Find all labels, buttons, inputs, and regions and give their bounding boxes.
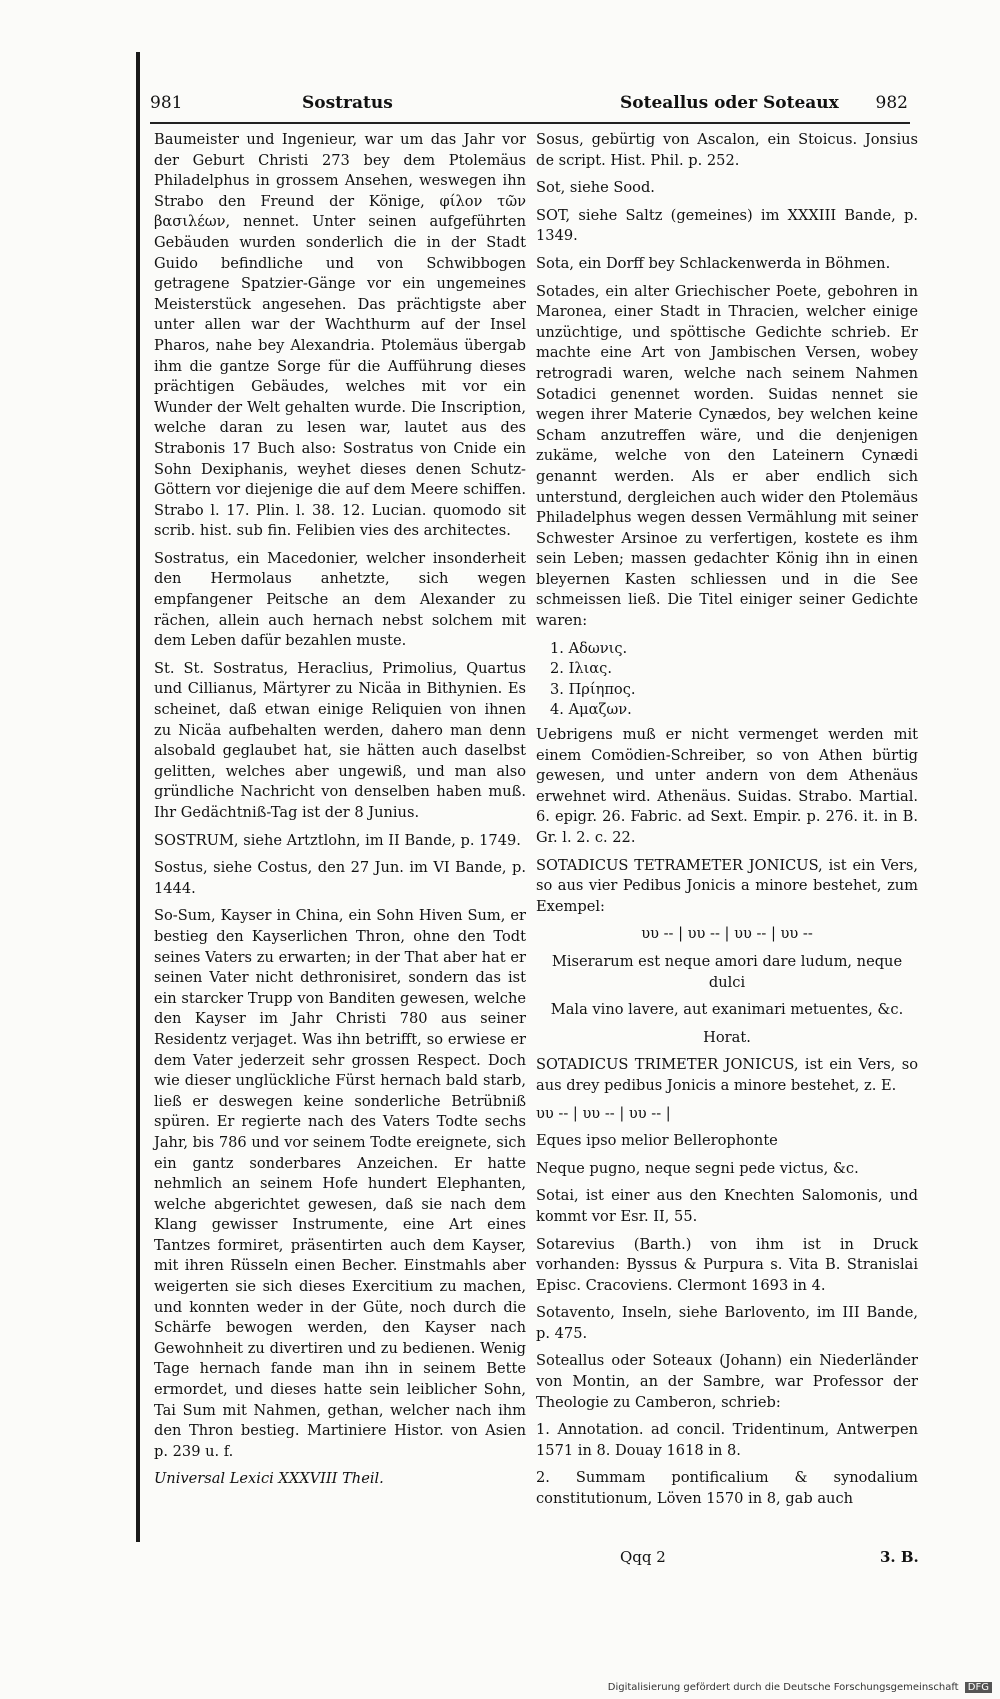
signature-mark: Qqq 2 — [620, 1548, 666, 1566]
list-item: 4. Αμαζων. — [550, 701, 632, 719]
entry-sostus: Sostus, siehe Costus, den 27 Jun. im VI Bande, p. 1444. — [154, 859, 526, 897]
entry-sotadicus-trimeter: SOTADICUS TRIMETER JONICUS, ist ein Vers, so aus drey pedibus Jonicis a minore bestehet, z. E. — [536, 1056, 918, 1094]
entry-soteallus: Soteallus oder Soteaux (Johann) ein Niederländer von Montin, an der Sambre, war Professor der Theologie zu Camberon, schrieb: — [536, 1352, 918, 1411]
meter-scheme-tetrameter: υυ -- | υυ -- | υυ -- | υυ -- — [641, 925, 813, 943]
page-number-right: 982 — [875, 93, 908, 113]
column-rule — [136, 52, 140, 1542]
entry-sostrum: SOSTRUM, siehe Artztlohn, im II Bande, p. 1749. — [154, 831, 521, 849]
work-item: 1. Annotation. ad concil. Tridentinum, Antwerpen 1571 in 8. Douay 1618 in 8. — [536, 1421, 918, 1459]
entry-sotavento: Sotavento, Inseln, siehe Barlovento, im III Bande, p. 475. — [536, 1304, 918, 1342]
page-number-left: 981 — [150, 93, 183, 113]
right-column — [536, 130, 918, 1517]
work-item: 2. Summam pontificalium & synodalium constitutionum, Löven 1570 in 8, gab auch — [536, 1469, 918, 1508]
running-header — [150, 93, 908, 123]
verse-line: Miserarum est neque amori dare ludum, neque dulci — [551, 952, 903, 991]
catchword: 3. B. — [880, 1548, 919, 1566]
verse-line: Neque pugno, neque segni pede victus, &c. — [536, 1159, 859, 1177]
entry-sostratus-architect: Baumeister und Ingenieur, war um das Jahr vor der Geburt Christi 273 bey dem Ptolemäus Philadelphus in grossem Ansehen, weswegen ihn Strabo den Freund der Könige, φίλον τῶν βασιλέων, nennet. Unter seinen aufgeführten Gebäuden wurden sonderlich die in der Stadt Guido befindliche und von Schwibbogen getragene Spatzier-Gänge vor ein ungemeines Meisterstück angesehen. Das prächtigste aber unter allen war der Wachthurm auf der Insel Pharos, nahe bey Alexandria. Ptolemäus übergab ihm die gantze Sorge für die Aufführung dieses prächtigen Gebäudes, welches mit vor ein Wunder der Welt gehalten wurde. Die Inscription, welche daran zu lesen war, lautet aus des Strabonis 17 Buch also: Sostratus von Cnide ein Sohn Dexiphanis, weyhet dieses denen Schutz-Göttern vor diejenige die auf dem Meere schiffen. Strabo l. 17. Plin. l. 38. 12. Lucian. quomodo sit scrib. hist. sub fin. Felibien vies des architectes. — [154, 131, 526, 540]
footer-text: Digitalisierung gefördert durch die Deutsche Forschungsgemeinschaft — [607, 1682, 959, 1693]
meter-scheme-trimeter: υυ -- | υυ -- | υυ -- | — [536, 1104, 671, 1122]
dfg-logo: DFG — [965, 1682, 992, 1693]
entry-sotades-note: Uebrigens muß er nicht vermenget werden mit einem Comödien-Schreiber, so von Athen bürtig gewesen, und unter andern von dem Athenäus erwehnet wird. Athenäus. Suidas. Strabo. Martial. 6. epigr. 26. Fabric. ad Sext. Empir. p. 276. it. in B. Gr. l. 2. c. 22. — [536, 726, 918, 846]
entry-sostratus-macedonian: Sostratus, ein Macedonier, welcher insonderheit den Hermolaus anhetzte, sich wegen empfangener Peitsche an dem Alexander zu rächen, allein auch hernach nebst solchem mit dem Leben dafür bezahlen muste. — [154, 549, 526, 650]
left-column — [154, 130, 526, 1497]
entry-sot-salt: SOT, siehe Saltz (gemeines) im XXXIII Bande, p. 1349. — [536, 206, 918, 245]
entry-sostratus-martyrs: St. St. Sostratus, Heraclius, Primolius, Quartus und Cillianus, Märtyrer zu Nicäa in Bithynien. Es scheinet, daß etwan einige Reliquien von ihnen zu Nicäa aufbehalten werden, dahero man denn alsobald geglaubet hat, sie hätten auch daselbst gelitten, welches aber ungewiß, und man also gründliche Nachricht von denselben haben muß. Ihr Gedächtniß-Tag ist der 8 Junius. — [154, 659, 526, 821]
entry-sotai: Sotai, ist einer aus den Knechten Salomonis, und kommt vor Esr. II, 55. — [536, 1187, 918, 1225]
volume-signature: Universal Lexici XXXVIII Theil. — [154, 1470, 384, 1488]
verse-line: Eques ipso melior Bellerophonte — [536, 1132, 778, 1150]
poem-title-list — [550, 639, 918, 721]
entry-so-sum: So-Sum, Kayser in China, ein Sohn Hiven Sum, er bestieg den Kayserlichen Thron, ohne den Todt seines Vaters zu erwarten; in der That aber hat er seinen Vater nicht dethronisiret, sondern das ist ein starcker Trupp von Banditen gewesen, welche den Kayser im Jahr Christi 780 aus seiner Residentz verjaget. Was ihn betrifft, so erwiese er dem Vater jederzeit sehr grossen Respect. Doch wie dieser unglückliche Fürst hernach bald starb, ließ er deswegen keine sonderliche Betrübniß spüren. Er regierte nach des Vaters Todte sechs Jahr, bis 786 und vor seinem Todte ereignete, sich ein gantz sonderbares Anzeichen. Er hatte nehmlich an seinem Hofe hundert Elephanten, welche abgerichtet gewesen, daß sie nach dem Klang gewisser Instrumente, eine Art eines Tantzes formiret, präsentirten auch dem Kayser, mit ihren Rüsseln einen Becher. Einstmahls aber weigerten sie sich dieses Exercitium zu machen, und konnten weder in der Güte, noch durch die Schärfe bewogen werden, den Kayser nach Gewohnheit zu divertiren und zu bedienen. Wenig Tage hernach fande man ihn in seinem Bette ermordet, und dieses hatte sein leiblicher Sohn, Tai Sum mit Nahmen, gethan, welcher nach ihm den Thron bestieg. Martiniere Histor. von Asien p. 239 u. f. — [154, 907, 526, 1460]
header-title-left: Sostratus — [302, 93, 393, 113]
entry-sotades: Sotades, ein alter Griechischer Poete, gebohren in Maronea, einer Stadt in Thracien, welcher einige unzüchtige, und spöttische Gedichte schrieb. Er machte eine Art von Jambischen Versen, wobey retrogradi waren, welche nach seinem Nahmen Sotadici genennet worden. Suidas nennet sie wegen ihrer Materie Cynædos, bey welchen keine Scham anzutreffen wäre, und die denjenigen zukäme, welche von den Lateinern Cynædi genannt werden. Als er aber endlich sich unterstund, dergleichen auch wider den Ptolemäus Philadelphus wegen dessen Vermählung mit seiner Schwester Arsinoe zu verfertigen, kostete es ihm sein Leben; massen gedachter König ihn in einen bleyernen Kasten schliessen und in die See schmeissen ließ. Die Titel einiger seiner Gedichte waren: — [536, 282, 918, 630]
entry-sotadicus-tetrameter: SOTADICUS TETRAMETER JONICUS, ist ein Vers, so aus vier Pedibus Jonicis a minore bestehet, zum Exempel: — [536, 856, 918, 915]
digitization-footer — [608, 1682, 992, 1693]
header-title-right: Soteallus oder Soteaux — [620, 93, 839, 113]
list-item: 3. Πρίηπος. — [550, 680, 636, 698]
list-item: 2. Ιλιας. — [550, 660, 612, 678]
verse-source: Horat. — [703, 1028, 751, 1046]
verse-line: Mala vino lavere, aut exanimari metuentes, &c. — [550, 1001, 904, 1019]
header-rule — [150, 122, 910, 124]
list-item: 1. Αδωνις. — [550, 639, 628, 657]
entry-sota: Sota, ein Dorff bey Schlackenwerda in Böhmen. — [536, 254, 891, 272]
entry-sot: Sot, siehe Sood. — [536, 179, 655, 197]
entry-sotarevius: Sotarevius (Barth.) von ihm ist in Druck vorhanden: Byssus & Purpura s. Vita B. Stranislai Episc. Cracoviens. Clermont 1693 in 4. — [536, 1235, 918, 1294]
entry-sosus: Sosus, gebürtig von Ascalon, ein Stoicus. Jonsius de script. Hist. Phil. p. 252. — [536, 131, 918, 169]
